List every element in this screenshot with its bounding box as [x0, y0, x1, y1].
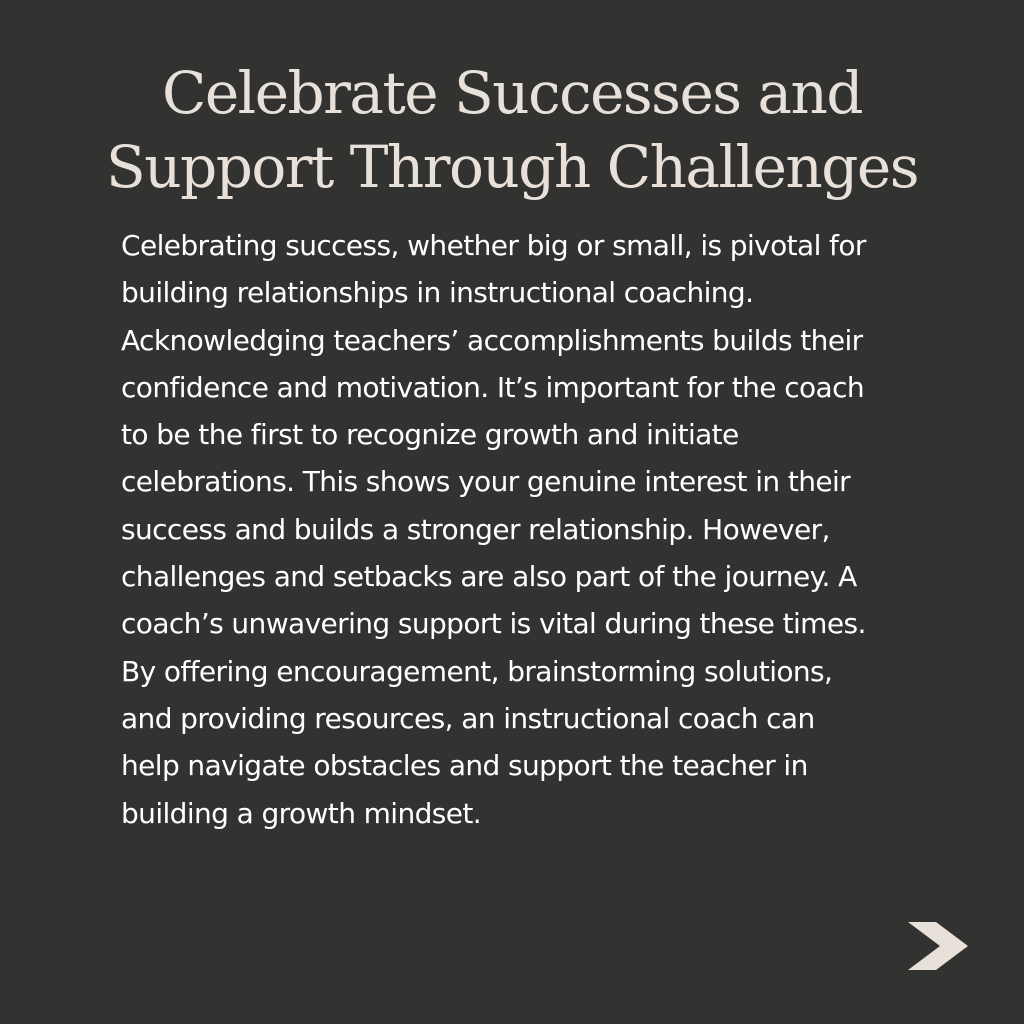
body-line: By offering encouragement, brainstorming solutions, — [121, 654, 833, 688]
next-slide-button[interactable] — [908, 920, 970, 972]
body-line: success and builds a stronger relationship. However, — [121, 512, 830, 546]
body-line: confidence and motivation. It’s important for the coach — [121, 370, 865, 404]
body-line: coach’s unwavering support is vital during these times. — [121, 607, 866, 641]
body-line: Acknowledging teachers’ accomplishments builds their — [121, 323, 863, 357]
body-line: building a growth mindset. — [121, 796, 482, 830]
body-line: help navigate obstacles and support the teacher in — [121, 749, 808, 783]
body-line: to be the first to recognize growth and initiate — [121, 418, 739, 452]
title-line: Celebrate Successes and — [161, 59, 863, 127]
body-line: Celebrating success, whether big or small, is pivotal for — [121, 229, 866, 262]
title-line: Support Through Challenges — [106, 133, 918, 201]
body-line: and providing resources, an instructional coach can — [121, 701, 815, 735]
body-line: building relationships in instructional coaching. — [121, 276, 754, 310]
chevron-right-icon — [908, 920, 970, 972]
body-paragraph — [121, 222, 951, 837]
body-line: celebrations. This shows your genuine interest in their — [121, 465, 851, 499]
body-line: challenges and setbacks are also part of the journey. A — [121, 560, 857, 594]
slide-title — [60, 56, 964, 204]
